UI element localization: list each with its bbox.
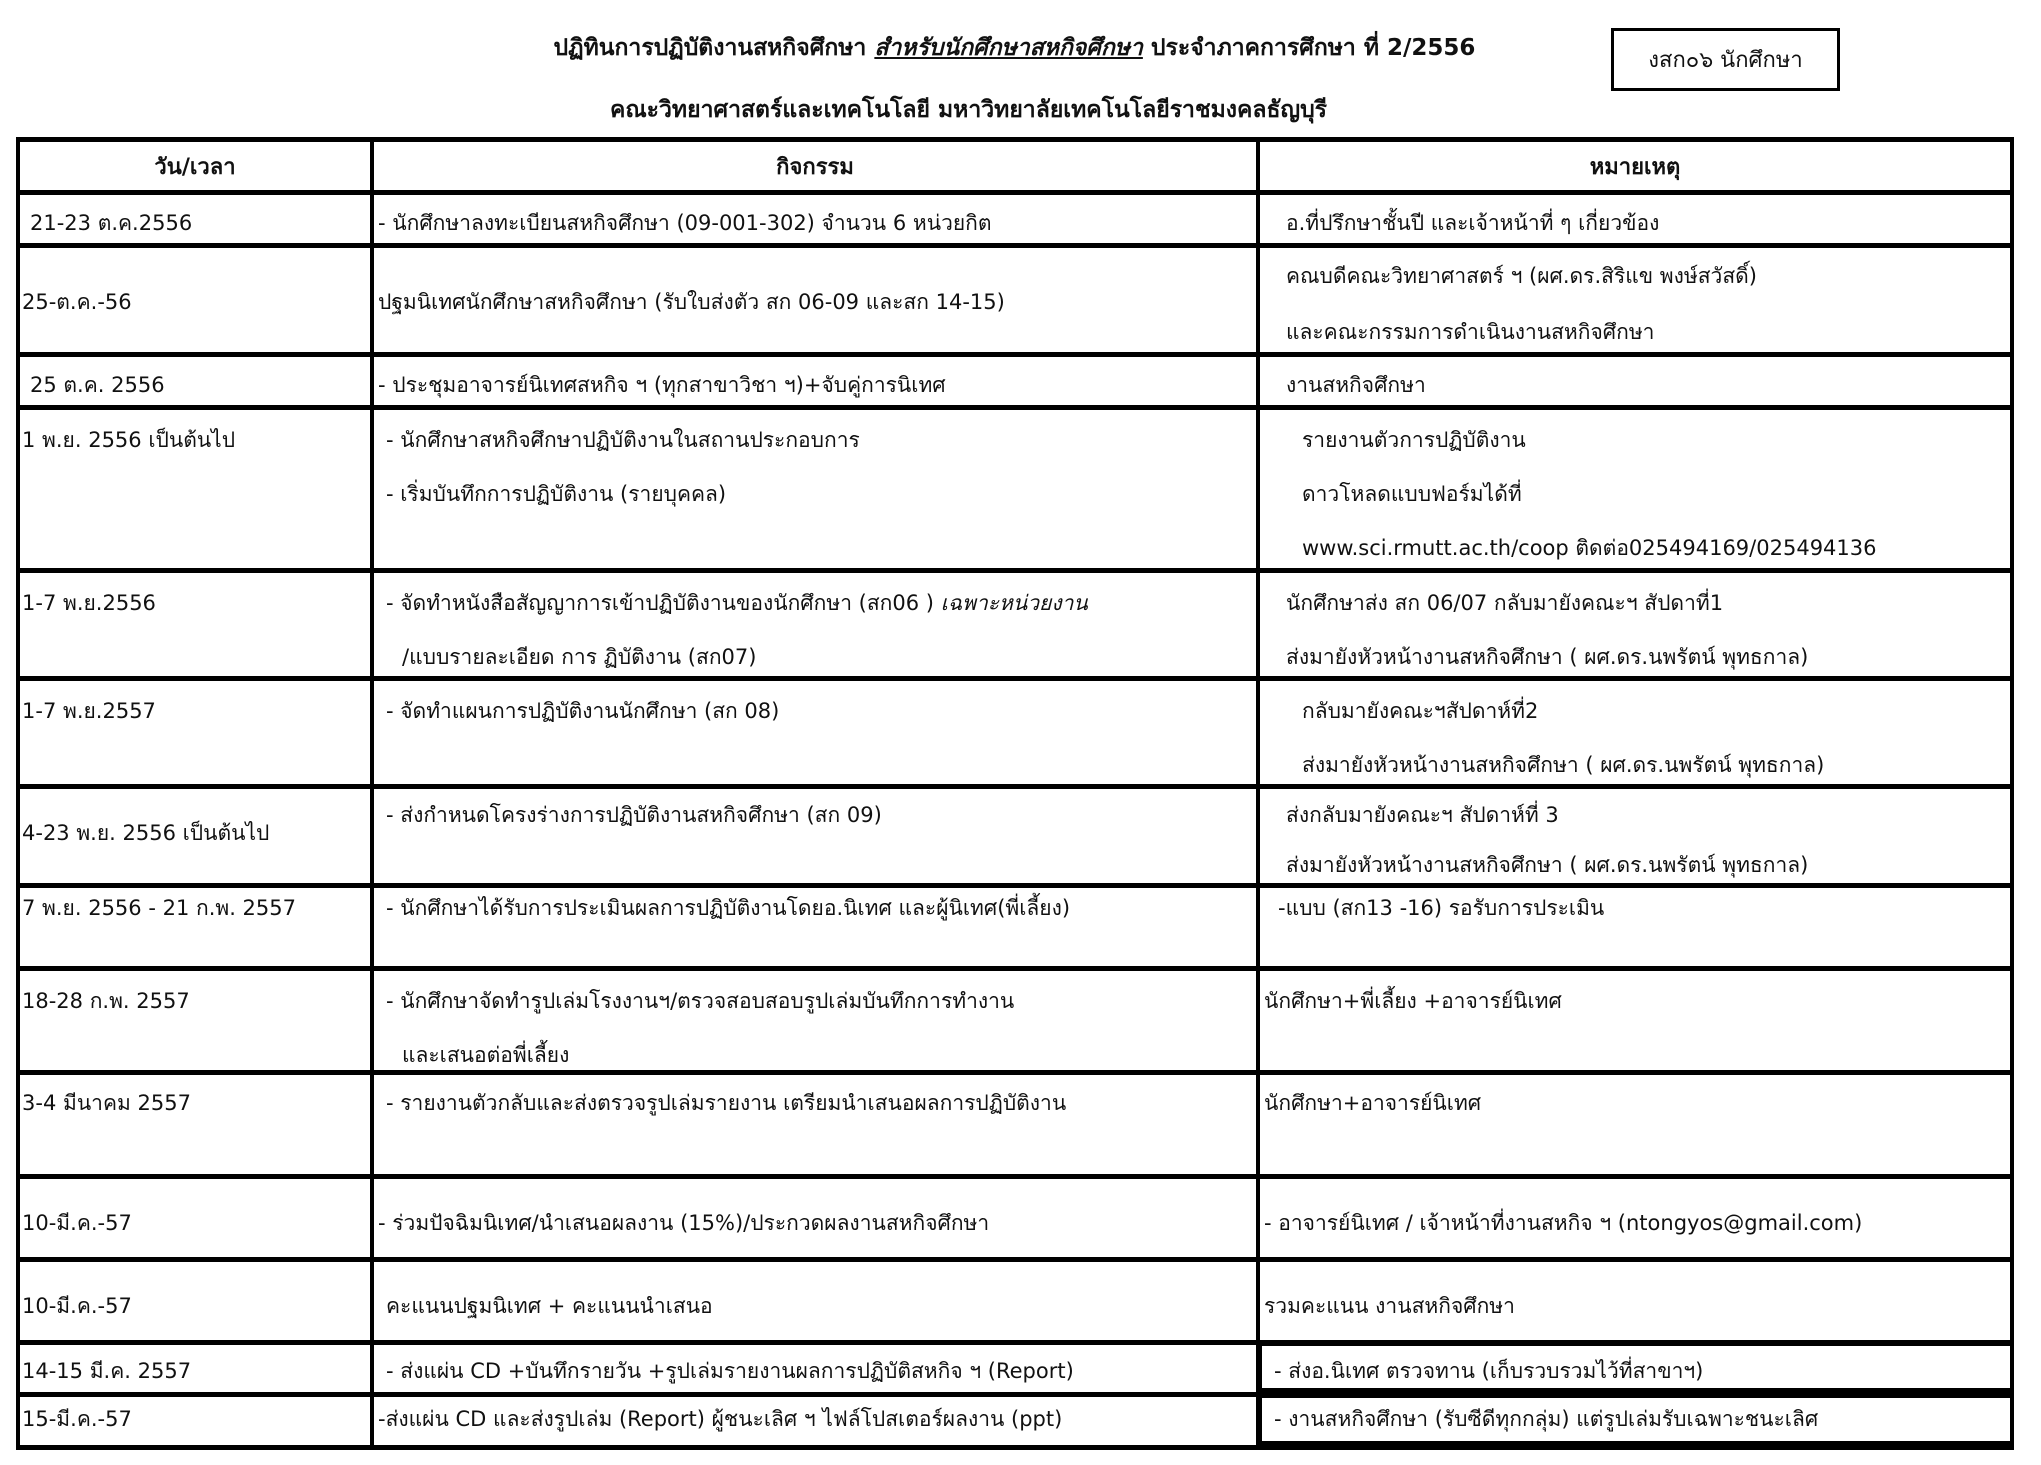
date-cell xyxy=(16,195,370,243)
activity-cell xyxy=(370,1075,1256,1174)
note-cell-line: รวมคะแนน งานสหกิจศึกษา xyxy=(1264,1294,1515,1318)
activity-cell xyxy=(370,681,1256,784)
note-cell-line: ส่งมายังหัวหน้างานสหกิจศึกษา ( ผศ.ดร.นพรัตน์ พุทธกาล) xyxy=(1302,753,1825,777)
activity-cell-line: - นักศึกษาสหกิจศึกษาปฏิบัติงานในสถานประกอบการ xyxy=(386,428,860,452)
date-cell xyxy=(16,971,370,1070)
date-cell-line: 4-23 พ.ย. 2556 เป็นต้นไป xyxy=(22,821,270,845)
column-header-activity: กิจกรรม xyxy=(370,142,1256,190)
date-cell-line: 15-มี.ค.-57 xyxy=(22,1407,132,1431)
note-cell-line: นักศึกษา+อาจารย์นิเทศ xyxy=(1264,1091,1482,1115)
activity-cell-line: - รายงานตัวกลับและส่งตรวจรูปเล่มรายงาน เตรียมนำเสนอผลการปฏิบัติงาน xyxy=(386,1091,1067,1115)
title-emphasis: สำหรับนักศึกษาสหกิจศึกษา xyxy=(874,35,1143,61)
note-cell-line: ดาวโหลดแบบฟอร์มได้ที่ xyxy=(1302,482,1522,506)
note-cell xyxy=(1256,195,2014,243)
activity-italic-note: เฉพาะหน่วยงาน xyxy=(933,591,1088,615)
table-row xyxy=(16,966,2014,1070)
activity-cell-line: และเสนอต่อพี่เลี้ยง xyxy=(402,1043,570,1067)
note-cell xyxy=(1256,789,2014,883)
note-cell-line: ส่งมายังหัวหน้างานสหกิจศึกษา ( ผศ.ดร.นพรัตน์ พุทธกาล) xyxy=(1286,853,1809,877)
table-row xyxy=(16,1340,2014,1392)
date-cell xyxy=(16,888,370,966)
activity-cell-line: -ส่งแผ่น CD และส่งรูปเล่ม (Report) ผู้ชนะเลิศ ฯ ไฟล์โปสเตอร์ผลงาน (ppt) xyxy=(378,1407,1063,1431)
note-cell xyxy=(1256,1397,2014,1445)
note-cell xyxy=(1256,1179,2014,1257)
activity-cell-line: - ส่งกำหนดโครงร่างการปฏิบัติงานสหกิจศึกษา (สก 09) xyxy=(386,803,882,827)
note-cell-line: รายงานตัวการปฏิบัติงาน xyxy=(1302,428,1526,452)
activity-cell-line: - จัดทำหนังสือสัญญาการเข้าปฏิบัติงานของนักศึกษา (สก06 ) เฉพาะหน่วยงาน xyxy=(386,591,1088,615)
note-cell xyxy=(1256,410,2014,568)
date-cell-line: 18-28 ก.พ. 2557 xyxy=(22,989,190,1013)
date-cell xyxy=(16,1179,370,1257)
table-row xyxy=(16,676,2014,784)
table-row xyxy=(16,883,2014,966)
document-subtitle: คณะวิทยาศาสตร์และเทคโนโลยี มหาวิทยาลัยเทคโนโลยีราชมงคลธัญบุรี xyxy=(609,97,1328,123)
note-cell-line: ส่งกลับมายังคณะฯ สัปดาห์ที่ 3 xyxy=(1286,803,1559,827)
activity-cell-line: - นักศึกษาได้รับการประเมินผลการปฏิบัติงานโดยอ.นิเทศ และผู้นิเทศ(พี่เลี้ยง) xyxy=(386,896,1071,920)
table-row xyxy=(16,1174,2014,1257)
activity-cell-line: ปฐมนิเทศนักศึกษาสหกิจศึกษา (รับใบส่งตัว สก 06-09 และสก 14-15) xyxy=(378,290,1005,314)
note-cell xyxy=(1256,357,2014,405)
note-cell-line: นักศึกษา+พี่เลี้ยง +อาจารย์นิเทศ xyxy=(1264,989,1562,1013)
note-cell-line: นักศึกษาส่ง สก 06/07 กลับมายังคณะฯ สัปดาที่1 xyxy=(1286,591,1724,615)
date-cell-line: 7 พ.ย. 2556 - 21 ก.พ. 2557 xyxy=(22,896,297,920)
activity-cell-line: - นักศึกษาจัดทำรูปเล่มโรงงานฯ/ตรวจสอบสอบรูปเล่มบันทึกการทำงาน xyxy=(386,989,1015,1013)
column-header-date: วัน/เวลา xyxy=(16,142,370,190)
date-cell-line: 1-7 พ.ย.2557 xyxy=(22,699,156,723)
activity-cell xyxy=(370,357,1256,405)
date-cell-line: 25 ต.ค. 2556 xyxy=(30,373,165,397)
note-cell-line: www.sci.rmutt.ac.th/coop ติดต่อ025494169/025494136 xyxy=(1302,536,1877,560)
note-cell xyxy=(1256,248,2014,352)
note-cell xyxy=(1256,971,2014,1070)
title-suffix: ประจำภาคการศึกษา ที่ 2/2556 xyxy=(1150,35,1476,61)
note-cell xyxy=(1256,573,2014,676)
note-cell-line: คณบดีคณะวิทยาศาสตร์ ฯ (ผศ.ดร.สิริแข พงษ์สวัสดิ์) xyxy=(1286,264,1757,288)
table-row xyxy=(16,1392,2014,1450)
activity-cell xyxy=(370,1397,1256,1445)
note-cell xyxy=(1256,888,2014,966)
activity-cell xyxy=(370,971,1256,1070)
activity-cell xyxy=(370,1345,1256,1392)
table-row xyxy=(16,568,2014,676)
activity-cell-line: - ประชุมอาจารย์นิเทศสหกิจ ฯ (ทุกสาขาวิชา ฯ)+จับคู่การนิเทศ xyxy=(378,373,946,397)
activity-cell-line: - นักศึกษาลงทะเบียนสหกิจศึกษา (09-001-302) จำนวน 6 หน่วยกิต xyxy=(378,211,992,235)
table-row xyxy=(16,243,2014,352)
date-cell xyxy=(16,248,370,352)
table-row xyxy=(16,405,2014,568)
note-cell-line: - ส่งอ.นิเทศ ตรวจทาน (เก็บรวบรวมไว้ที่สาขาฯ) xyxy=(1274,1359,1704,1383)
note-cell xyxy=(1256,1075,2014,1174)
date-cell xyxy=(16,573,370,676)
date-cell xyxy=(16,410,370,568)
date-cell-line: 10-มี.ค.-57 xyxy=(22,1294,132,1318)
note-cell-line: - งานสหกิจศึกษา (รับซีดีทุกกลุ่ม) แต่รูปเล่มรับเฉพาะชนะเลิศ xyxy=(1274,1407,1819,1431)
activity-cell xyxy=(370,888,1256,966)
activity-cell-line: - ส่งแผ่น CD +บันทึกรายวัน +รูปเล่มรายงานผลการปฏิบัติสหกิจ ฯ (Report) xyxy=(386,1359,1074,1383)
activity-cell xyxy=(370,410,1256,568)
activity-cell-line: - จัดทำแผนการปฏิบัติงานนักศึกษา (สก 08) xyxy=(386,699,780,723)
date-cell xyxy=(16,1345,370,1392)
date-cell-line: 14-15 มี.ค. 2557 xyxy=(22,1359,192,1383)
activity-cell xyxy=(370,573,1256,676)
date-cell xyxy=(16,789,370,883)
note-cell xyxy=(1256,1262,2014,1340)
date-cell xyxy=(16,1262,370,1340)
activity-cell-line: คะแนนปฐมนิเทศ + คะแนนนำเสนอ xyxy=(386,1294,713,1318)
note-cell-line: งานสหกิจศึกษา xyxy=(1286,373,1426,397)
activity-cell-line: - เริ่มบันทึกการปฏิบัติงาน (รายบุคคล) xyxy=(386,482,727,506)
date-cell-line: 1-7 พ.ย.2556 xyxy=(22,591,156,615)
title-prefix: ปฏิทินการปฏิบัติงานสหกิจศึกษา xyxy=(553,35,867,61)
date-cell-line: 1 พ.ย. 2556 เป็นต้นไป xyxy=(22,428,236,452)
activity-cell-line: /แบบรายละเอียด การ ฏิบัติงาน (สก07) xyxy=(402,645,757,669)
table-row xyxy=(16,1070,2014,1174)
note-cell-line: อ.ที่ปรึกษาชั้นปี และเจ้าหน้าที่ ๆ เกี่ยวข้อง xyxy=(1286,211,1660,235)
activity-cell xyxy=(370,1262,1256,1340)
activity-cell xyxy=(370,195,1256,243)
date-cell xyxy=(16,681,370,784)
note-cell-line: และคณะกรรมการดำเนินงานสหกิจศึกษา xyxy=(1286,320,1655,344)
date-cell xyxy=(16,1075,370,1174)
table-row xyxy=(16,1257,2014,1340)
activity-cell xyxy=(370,1179,1256,1257)
note-cell-line: - อาจารย์นิเทศ / เจ้าหน้าที่งานสหกิจ ฯ (ntongyos@gmail.com) xyxy=(1264,1211,1863,1235)
note-cell xyxy=(1256,1345,2014,1392)
table-header-row xyxy=(16,137,2014,190)
activity-cell-line: - ร่วมปัจฉิมนิเทศ/นำเสนอผลงาน (15%)/ประกวดผลงานสหกิจศึกษา xyxy=(378,1211,990,1235)
schedule-table xyxy=(16,137,2014,1445)
note-cell xyxy=(1256,681,2014,784)
date-cell-line: 21-23 ต.ค.2556 xyxy=(30,211,193,235)
date-cell-line: 10-มี.ค.-57 xyxy=(22,1211,132,1235)
activity-cell xyxy=(370,248,1256,352)
column-header-note: หมายเหตุ xyxy=(1256,142,2014,190)
date-cell-line: 25-ต.ค.-56 xyxy=(22,290,132,314)
table-row xyxy=(16,352,2014,405)
note-cell-line: กลับมายังคณะฯสัปดาห์ที่2 xyxy=(1302,699,1539,723)
note-cell-line: ส่งมายังหัวหน้างานสหกิจศึกษา ( ผศ.ดร.นพรัตน์ พุทธกาล) xyxy=(1286,645,1809,669)
date-cell-line: 3-4 มีนาคม 2557 xyxy=(22,1091,191,1115)
activity-cell xyxy=(370,789,1256,883)
note-cell-line: -แบบ (สก13 -16) รอรับการประเมิน xyxy=(1278,896,1605,920)
date-cell xyxy=(16,357,370,405)
table-row xyxy=(16,784,2014,883)
table-row xyxy=(16,190,2014,243)
date-cell xyxy=(16,1397,370,1445)
form-code-box: งสก๐๖ นักศึกษา xyxy=(1611,28,1840,91)
